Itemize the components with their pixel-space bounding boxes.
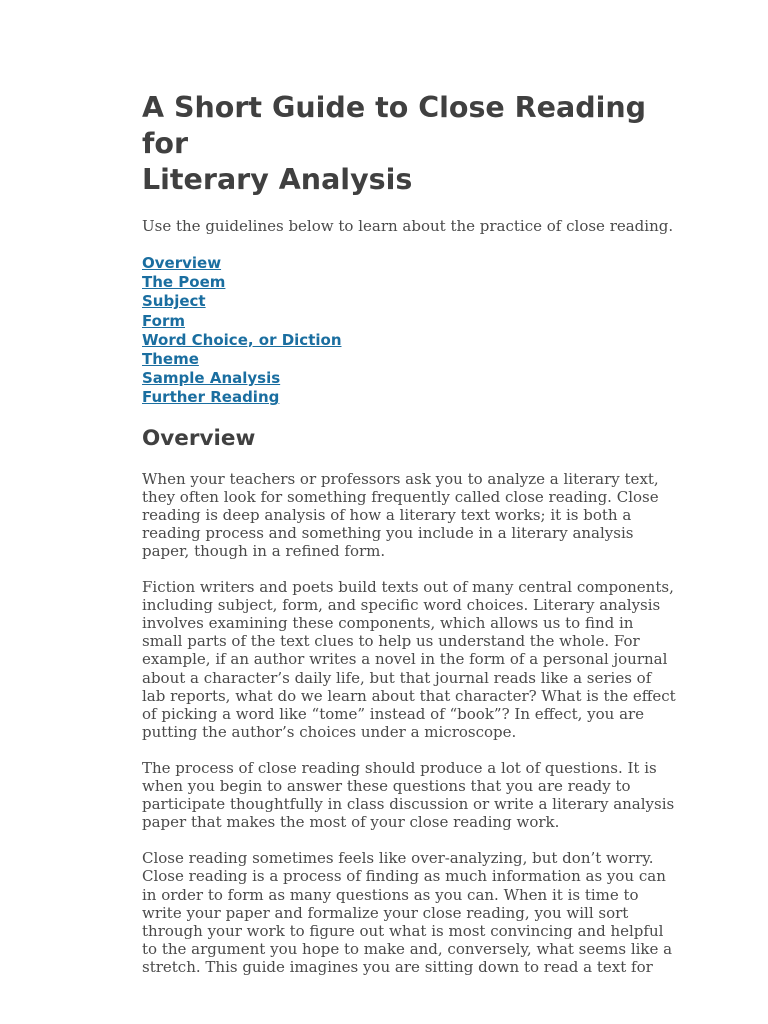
paragraph-line: reading process and something you include in a literary analysis (142, 523, 634, 542)
toc-item-sample-analysis (142, 369, 687, 388)
overview-body (142, 470, 687, 976)
paragraph-line: paper, though in a refined form. (142, 542, 386, 560)
document-page (142, 90, 687, 976)
title-line-2: Literary Analysis (142, 163, 413, 196)
paragraph-line: reading is deep analysis of how a literary text works; it is both a (142, 505, 632, 524)
paragraph-line: when you begin to answer these questions that you are ready to (142, 777, 631, 796)
table-of-contents (142, 254, 687, 408)
paragraph-line: including subject, form, and specific word choices. Literary analysis (142, 596, 661, 615)
toc-link-word-choice[interactable]: Word Choice, or Diction (142, 330, 342, 349)
paragraph-line: through your work to figure out what is most convincing and helpful (142, 921, 664, 940)
paragraph-line: lab reports, what do we learn about that character? What is the effect (142, 686, 676, 705)
toc-item-overview (142, 254, 687, 273)
section-heading-overview: Overview (142, 425, 256, 451)
toc-item-the-poem (142, 273, 687, 292)
paragraph-line: The process of close reading should produce a lot of questions. It is (142, 758, 657, 777)
paragraph-line: Close reading is a process of finding as much information as you can (142, 867, 666, 886)
title-line-1: A Short Guide to Close Reading for (142, 91, 647, 160)
paragraph-line: paper that makes the most of your close reading work. (142, 813, 560, 832)
toc-link-subject[interactable]: Subject (142, 292, 206, 311)
intro-text: Use the guidelines below to learn about the practice of close reading. (142, 217, 674, 235)
toc-item-form (142, 312, 687, 331)
toc-item-word-choice (142, 331, 687, 350)
toc-link-form[interactable]: Form (142, 311, 185, 330)
paragraph-1 (142, 470, 687, 560)
paragraph-line: in order to form as many questions as you can. When it is time to (142, 885, 639, 904)
paragraph-line: stretch. This guide imagines you are sitting down to read a text for (142, 957, 653, 976)
paragraph-line: of picking a word like “tome” instead of “book”? In effect, you are (142, 704, 645, 723)
paragraph-line: about a character’s daily life, but that journal reads like a series of (142, 668, 652, 687)
paragraph-line: When your teachers or professors ask you to analyze a literary text, (142, 469, 659, 488)
paragraph-line: involves examining these components, which allows us to find in (142, 614, 634, 633)
paragraph-line: small parts of the text clues to help us understand the whole. For (142, 632, 640, 651)
paragraph-2 (142, 578, 687, 741)
toc-link-the-poem[interactable]: The Poem (142, 273, 226, 292)
paragraph-3 (142, 759, 687, 831)
toc-item-further-reading (142, 388, 687, 407)
page-title (142, 90, 687, 198)
toc-link-theme[interactable]: Theme (142, 350, 199, 369)
toc-link-further-reading[interactable]: Further Reading (142, 388, 280, 407)
paragraph-line: putting the author’s choices under a microscope. (142, 722, 517, 741)
paragraph-line: to the argument you hope to make and, conversely, what seems like a (142, 939, 673, 958)
toc-item-subject (142, 292, 687, 311)
paragraph-line: example, if an author writes a novel in the form of a personal journal (142, 650, 668, 669)
paragraph-line: write your paper and formalize your close reading, you will sort (142, 903, 629, 922)
paragraph-line: they often look for something frequently called close reading. Close (142, 487, 659, 506)
paragraph-line: Close reading sometimes feels like over-analyzing, but don’t worry. (142, 849, 654, 868)
paragraph-4 (142, 849, 687, 976)
paragraph-line: Fiction writers and poets build texts out of many central components, (142, 578, 674, 597)
toc-link-overview[interactable]: Overview (142, 254, 222, 272)
paragraph-line: participate thoughtfully in class discussion or write a literary analysis (142, 795, 675, 814)
toc-item-theme (142, 350, 687, 369)
toc-link-sample-analysis[interactable]: Sample Analysis (142, 369, 281, 388)
